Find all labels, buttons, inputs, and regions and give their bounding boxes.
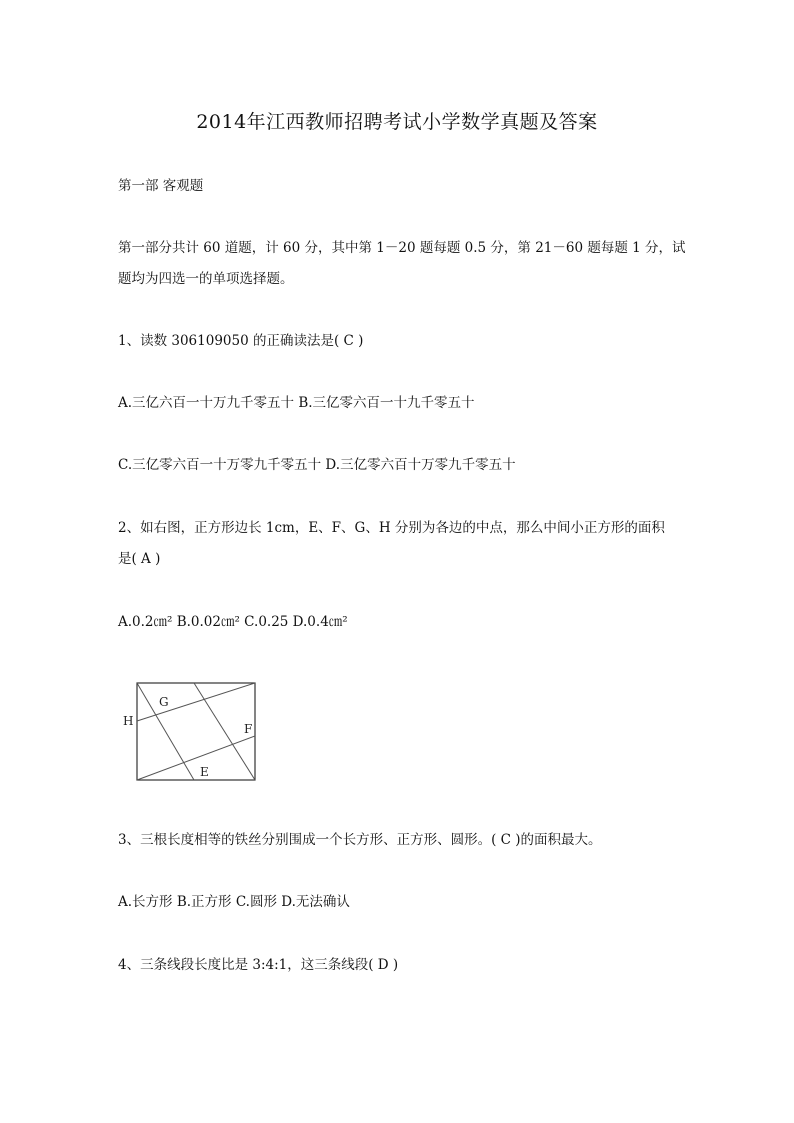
question-1-options-2: C.三亿零六百一十万零九千零五十 D.三亿零六百十万零九千零五十 — [118, 457, 516, 473]
label-g: G — [159, 695, 169, 709]
label-f: F — [244, 722, 253, 736]
label-e: E — [200, 765, 209, 779]
question-1-stem: 1、读数 306109050 的正确读法是( C ) — [118, 333, 364, 349]
question-2-options: A.0.2㎝² B.0.02㎝² C.0.25 D.0.4㎝² — [118, 614, 348, 630]
segment-f — [137, 736, 255, 780]
page-title: 2014年江西教师招聘考试小学数学真题及答案 — [196, 111, 598, 133]
question-1-options-1: A.三亿六百一十万九千零五十 B.三亿零六百一十九千零五十 — [118, 395, 475, 411]
question-3-options: A.长方形 B.正方形 C.圆形 D.无法确认 — [118, 894, 350, 910]
outer-square — [137, 683, 255, 780]
question-4-stem: 4、三条线段长度比是 3:4:1，这三条线段( D ) — [118, 957, 399, 973]
question-2-stem-2: 是( A ) — [118, 551, 161, 567]
section-heading: 第一部 客观题 — [118, 178, 204, 194]
segment-h — [137, 683, 255, 721]
intro-line-1: 第一部分共计 60 道题，计 60 分，其中第 1－20 题每题 0.5 分，第 21－60 题每题 1 分，试 — [118, 240, 686, 256]
square-midpoint-figure — [118, 676, 263, 788]
question-2-stem-1: 2、如右图，正方形边长 1cm，E、F、G、H 分别为各边的中点，那么中间小正方形的面积 — [118, 520, 665, 536]
question-3-stem: 3、三根长度相等的铁丝分别围成一个长方形、正方形、圆形。( C )的面积最大。 — [118, 832, 602, 848]
label-h: H — [123, 714, 134, 728]
intro-line-2: 题均为四选一的单项选择题。 — [118, 271, 294, 287]
